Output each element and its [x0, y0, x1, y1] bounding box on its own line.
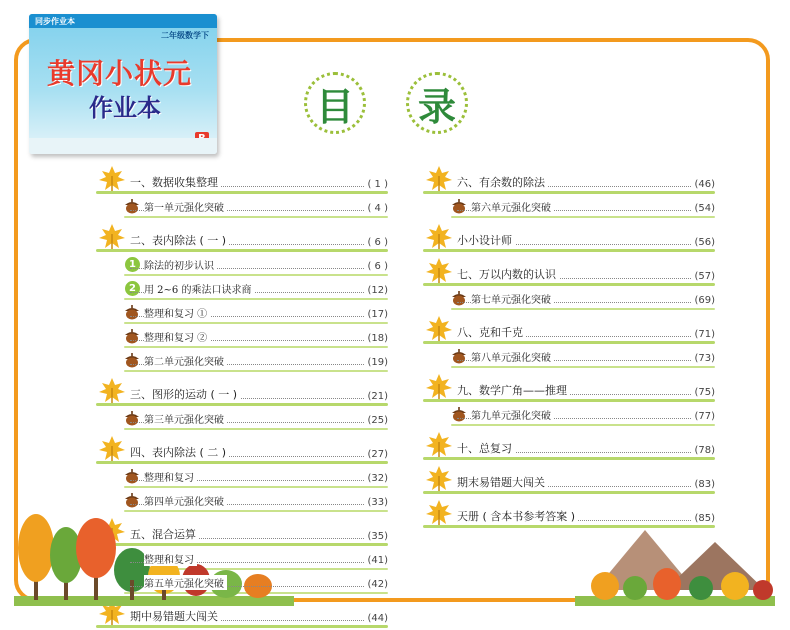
toc-page-number: (41): [364, 555, 388, 566]
toc-page-number: (56): [691, 237, 715, 248]
toc-entry-label: 第七单元强化突破: [471, 291, 554, 306]
toc-page-number: (77): [691, 411, 715, 422]
toc-page-number: (57): [691, 271, 715, 282]
toc-page-number: ( 1 ): [364, 179, 388, 190]
maple-leaf-icon: [425, 498, 453, 526]
toc-entry-label: 三、图形的运动 ( 一 ): [130, 386, 240, 402]
toc-subsection-entry[interactable]: [423, 286, 715, 310]
toc-chapter-entry[interactable]: [423, 310, 715, 344]
toc-page-number: (19): [364, 357, 388, 368]
maple-leaf-icon: [98, 376, 126, 404]
toc-chapter-entry[interactable]: [423, 218, 715, 252]
toc-entry-label: 整理和复习: [144, 469, 197, 484]
toc-entry-label: 九、数学广角——推理: [457, 382, 570, 398]
toc-page-number: (54): [691, 203, 715, 214]
toc-entry-label: 整理和复习 ②: [144, 329, 210, 344]
toc-subsection-entry[interactable]: [96, 348, 388, 372]
title-char-1: 目: [315, 84, 354, 129]
underline-bar: [96, 625, 388, 628]
title-char-2: 录: [417, 84, 456, 129]
toc-entry-label: 整理和复习 ①: [144, 305, 210, 320]
toc-entry-label: 第二单元强化突破: [144, 353, 227, 368]
acorn-icon: [124, 305, 140, 320]
toc-chapter-entry[interactable]: [423, 368, 715, 402]
acorn-icon: [451, 291, 467, 306]
toc-entry-label: 四、表内除法 ( 二 ): [130, 444, 229, 460]
toc-page-number: ( 4 ): [364, 203, 388, 214]
cover-title-line1: 黄冈小状元: [47, 57, 193, 90]
toc-entry-label: 六、有余数的除法: [457, 174, 548, 190]
toc-entry-label: 第一单元强化突破: [144, 199, 227, 214]
toc-chapter-entry[interactable]: [423, 426, 715, 460]
toc-entry-label: 七、万以内数的认识: [457, 266, 559, 282]
acorn-icon: [124, 469, 140, 484]
cover-title-line2: 作业本: [89, 94, 161, 122]
toc-right-column: [423, 160, 715, 528]
toc-chapter-entry[interactable]: [423, 460, 715, 494]
acorn-icon: [124, 329, 140, 344]
toc-page-number: (42): [364, 579, 388, 590]
maple-leaf-icon: [425, 314, 453, 342]
toc-page-number: (21): [364, 391, 388, 402]
acorn-icon: [124, 353, 140, 368]
toc-chapter-entry[interactable]: [96, 218, 388, 252]
maple-leaf-icon: [425, 164, 453, 192]
maple-leaf-icon: [98, 164, 126, 192]
toc-page-number: (32): [364, 473, 388, 484]
toc-page-number: (27): [364, 449, 388, 460]
toc-page-number: (18): [364, 333, 388, 344]
toc-page-number: (33): [364, 497, 388, 508]
trees-illustration-right: [575, 520, 775, 606]
maple-leaf-icon: [98, 222, 126, 250]
toc-entry-label: 期末易错题大闯关: [457, 474, 548, 490]
book-cover: [29, 14, 217, 154]
toc-page-number: (46): [691, 179, 715, 190]
toc-chapter-entry[interactable]: [423, 252, 715, 286]
toc-subsection-entry[interactable]: [96, 464, 388, 488]
toc-page-number: ( 6 ): [364, 237, 388, 248]
toc-entry-label: 除法的初步认识: [144, 257, 217, 272]
acorn-icon: [124, 199, 140, 214]
cover-grade: 二年级数学下: [161, 31, 209, 40]
toc-entry-label: 第九单元强化突破: [471, 407, 554, 422]
toc-entry-label: 第五单元强化突破: [144, 575, 227, 590]
toc-chapter-entry[interactable]: [96, 160, 388, 194]
maple-leaf-icon: [425, 256, 453, 284]
toc-entry-label: 第六单元强化突破: [471, 199, 554, 214]
toc-entry-label: 第三单元强化突破: [144, 411, 227, 426]
toc-subsection-entry[interactable]: [96, 324, 388, 348]
toc-subsection-entry[interactable]: [96, 276, 388, 300]
toc-subsection-entry[interactable]: [423, 194, 715, 218]
toc-page-number: (71): [691, 329, 715, 340]
toc-page-number: (17): [364, 309, 388, 320]
section-number-badge: 1: [125, 257, 140, 272]
toc-subsection-entry[interactable]: [96, 406, 388, 430]
toc-subsection-entry[interactable]: [96, 194, 388, 218]
toc-entry-label: 第四单元强化突破: [144, 493, 227, 508]
toc-chapter-entry[interactable]: [96, 372, 388, 406]
acorn-icon: [124, 411, 140, 426]
toc-entry-label: 五、混合运算: [130, 526, 199, 542]
toc-entry-label: 十、总复习: [457, 440, 515, 456]
toc-title: [302, 68, 487, 138]
toc-entry-label: 期中易错题大闯关: [130, 608, 221, 624]
maple-leaf-icon: [425, 430, 453, 458]
maple-leaf-icon: [98, 434, 126, 462]
acorn-icon: [451, 199, 467, 214]
toc-page-number: (83): [691, 479, 715, 490]
toc-page-number: (73): [691, 353, 715, 364]
toc-page-number: (12): [364, 285, 388, 296]
toc-page-number: (75): [691, 387, 715, 398]
acorn-icon: [451, 349, 467, 364]
toc-entry-label: 天册 ( 含本书参考答案 ): [457, 508, 578, 524]
toc-chapter-entry[interactable]: [423, 160, 715, 194]
cover-footer: [29, 138, 217, 154]
toc-page-number: (35): [364, 531, 388, 542]
toc-entry-label: 整理和复习: [144, 551, 197, 566]
toc-page-number: (78): [691, 445, 715, 456]
toc-entry-label: 二、表内除法 ( 一 ): [130, 232, 229, 248]
maple-leaf-icon: [425, 222, 453, 250]
toc-page-number: (25): [364, 415, 388, 426]
section-number-badge: 2: [125, 281, 140, 296]
toc-entry-label: 八、克和千克: [457, 324, 526, 340]
toc-entry-label: 第八单元强化突破: [471, 349, 554, 364]
toc-page-number: (85): [691, 513, 715, 524]
toc-subsection-entry[interactable]: [423, 344, 715, 368]
maple-leaf-icon: [425, 372, 453, 400]
toc-page-number: ( 6 ): [364, 261, 388, 272]
toc-subsection-entry[interactable]: [96, 300, 388, 324]
toc-entry-label: 一、数据收集整理: [130, 174, 221, 190]
cover-series: 同步作业本: [35, 17, 75, 26]
toc-entry-label: 用 2~6 的乘法口诀求商: [144, 281, 254, 296]
maple-leaf-icon: [425, 464, 453, 492]
toc-page-number: (44): [364, 613, 388, 624]
toc-subsection-entry[interactable]: [423, 402, 715, 426]
acorn-icon: [451, 407, 467, 422]
toc-entry-label: 小小设计师: [457, 232, 515, 248]
toc-subsection-entry[interactable]: [96, 252, 388, 276]
toc-chapter-entry[interactable]: [96, 430, 388, 464]
toc-page-number: (69): [691, 295, 715, 306]
